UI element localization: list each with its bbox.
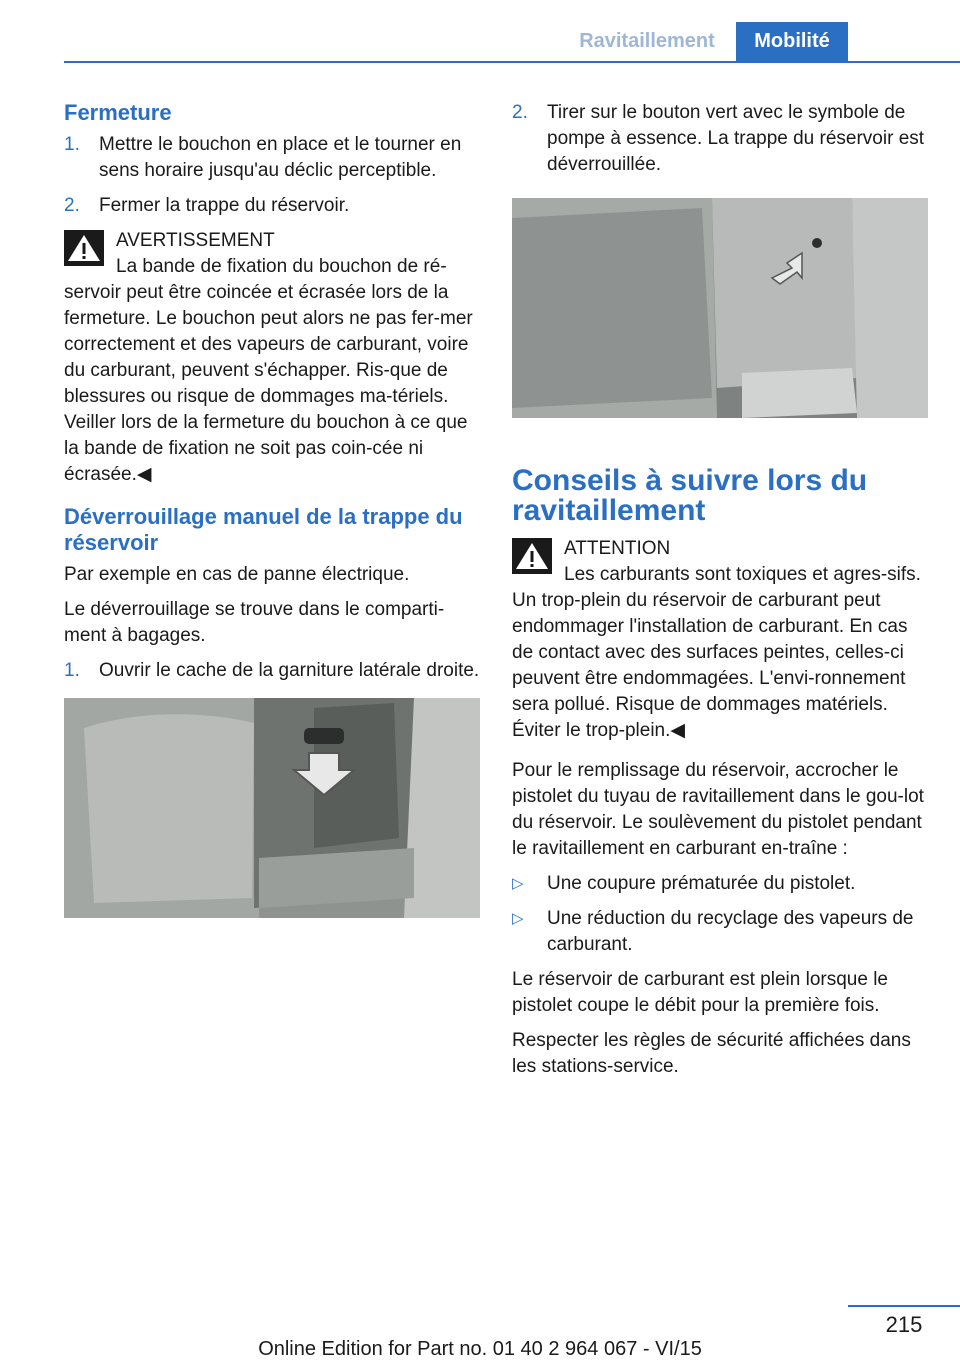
- header-tab-ravitaillement[interactable]: Ravitaillement: [579, 30, 715, 52]
- photo-trunk-side-trim: [64, 698, 480, 918]
- warning-icon: [64, 230, 104, 266]
- warning-block: [64, 228, 480, 488]
- photo-fuel-release-button: [512, 198, 928, 418]
- paragraph: Par exemple en cas de panne électrique.: [64, 564, 410, 585]
- step-number: 2.: [512, 102, 528, 123]
- step-number: 1.: [64, 134, 80, 155]
- bullet-text: Une coupure prématurée du pistolet.: [547, 873, 856, 894]
- list-item: [64, 132, 480, 184]
- header-tab-mobilite[interactable]: Mobilité: [736, 22, 848, 61]
- step-text: Fermer la trappe du réservoir.: [99, 195, 350, 216]
- section-title-conseils: Conseils à suivre lors du ravitaillement: [512, 464, 868, 527]
- paragraph: Respecter les règles de sécurité affichées dans les stations-service.: [512, 1030, 911, 1077]
- footer-rule: [848, 1305, 960, 1307]
- left-column: [64, 100, 480, 936]
- header-rule: [64, 61, 960, 63]
- page-number: 215: [885, 1312, 923, 1337]
- paragraph: Le réservoir de carburant est plein lorsque le pistolet coupe le débit pour la première fois.: [512, 969, 888, 1016]
- attention-label: ATTENTION: [564, 538, 671, 559]
- attention-text: Les carburants sont toxiques et agres‐sifs. Un trop-plein du réservoir de carburant peut endommager l'installation de carburant. En cas de contact avec des surfaces peintes, celles-ci peuvent être endommagées. L'envi‐ronnement sera pollué. Risque de dommages matériels. Éviter le trop-plein.◀: [512, 564, 921, 741]
- online-edition-note: Online Edition for Part no. 01 40 2 964 067 - VI/15: [258, 1338, 702, 1360]
- bullet-icon: ▷: [512, 875, 524, 892]
- warning-icon: [512, 538, 552, 574]
- list-item: [64, 193, 480, 219]
- step-text: Mettre le bouchon en place et le tourner en sens horaire jusqu'au déclic perceptible.: [99, 134, 462, 181]
- warning-label: AVERTISSEMENT: [116, 230, 275, 251]
- section-title-fermeture: Fermeture: [64, 100, 172, 125]
- bullet-icon: ▷: [512, 910, 524, 927]
- warning-text: La bande de fixation du bouchon de ré‐servoir peut être coincée et écrasée lors de la fermeture. Le bouchon peut alors ne pas fer‐mer correctement et des vapeurs de carburant, voire du carburant, peuvent s'échapper. Ris‐que de blessures ou risque de dommages ma‐tériels. Veiller lors de la fermeture du bouchon à ce que la bande de fixation ne soit pas coin‐cée ni écrasée.◀: [64, 256, 473, 485]
- list-item: [512, 100, 928, 178]
- step-text: Tirer sur le bouton vert avec le symbole de pompe à essence. La trappe du réservoir est déverrouillée.: [547, 102, 925, 175]
- bullet-text: Une réduction du recyclage des vapeurs de carburant.: [547, 908, 914, 955]
- step-number: 1.: [64, 660, 80, 681]
- list-item: [64, 658, 480, 684]
- list-item: [512, 871, 928, 897]
- step-text: Ouvrir le cache de la garniture latérale droite.: [99, 660, 480, 681]
- paragraph: Pour le remplissage du réservoir, accrocher le pistolet du tuyau de ravitaillement dans le gou‐lot du réservoir. Le soulèvement du pistolet pendant le ravitaillement en carburant en‐traîne :: [512, 760, 924, 859]
- section-title-deverrouillage: Déverrouillage manuel de la trappe du réservoir: [64, 504, 463, 555]
- attention-block: [512, 536, 928, 744]
- paragraph: Le déverrouillage se trouve dans le comparti‐ment à bagages.: [64, 599, 445, 646]
- step-number: 2.: [64, 195, 80, 216]
- right-column: [512, 100, 928, 1089]
- list-item: [512, 906, 928, 958]
